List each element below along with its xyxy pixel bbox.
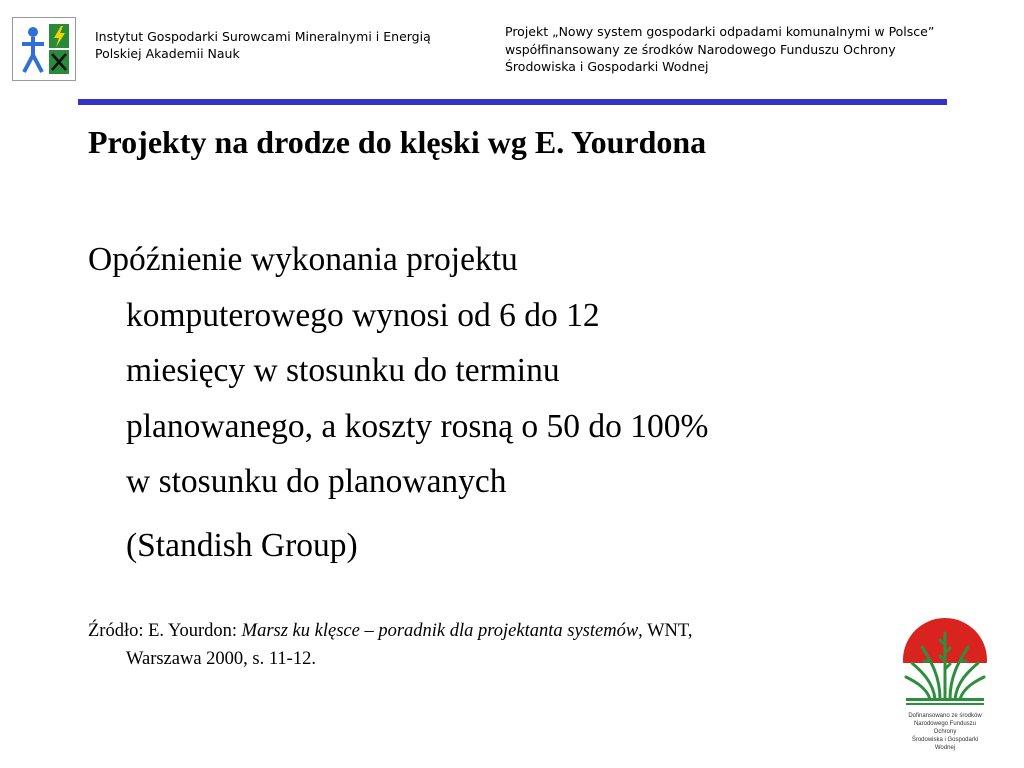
nfos-caption-line-2: Narodowego Funduszu Ochrony [913,721,977,735]
nfos-caption [902,712,988,752]
slide-body [88,232,948,573]
institute-name [95,28,495,62]
nfos-emblem-icon [900,615,990,711]
attribution: (Standish Group) [126,526,358,564]
source-citation [88,617,888,673]
body-line-1: Opóźnienie wykonania projektu [88,241,518,278]
source-suffix: , WNT, [638,621,693,641]
project-line-2: współfinansowany ze środków Narodowego Funduszu Ochrony [505,41,896,57]
institute-logo [12,17,76,81]
source-prefix: Źródło: E. Yourdon: [88,621,242,641]
body-line-2: komputerowego wynosi od 6 do 12 [126,296,600,334]
project-line-3: Środowiska i Gospodarki Wodnej [505,59,709,74]
nfos-caption-line-3: Środowiska i Gospodarki Wodnej [911,737,979,751]
nfos-caption-line-1: Dofinansowano ze środków [908,713,982,719]
project-description [505,23,1005,76]
source-continuation: Warszawa 2000, s. 11-12. [126,649,316,669]
project-line-1: Projekt „Nowy system gospodarki odpadami komunalnymi w Polsce” [505,24,935,39]
institute-logo-icon [13,18,75,80]
body-line-5: w stosunku do planowanych [126,463,507,500]
source-book-title: Marsz ku klęsce – poradnik dla projektanta systemów [241,621,639,641]
institute-name-line-2: Polskiej Akademii Nauk [95,46,240,61]
slide-title: Projekty na drodze do klęski wg E. Yourdona [88,124,707,160]
institute-name-line-1: Instytut Gospodarki Surowcami Mineralnymi i Energią [95,29,431,44]
header-divider [78,99,947,105]
body-line-4: planowanego, a koszty rosną o 50 do 100% [126,407,709,445]
body-line-3: miesięcy w stosunku do terminu [126,352,560,389]
